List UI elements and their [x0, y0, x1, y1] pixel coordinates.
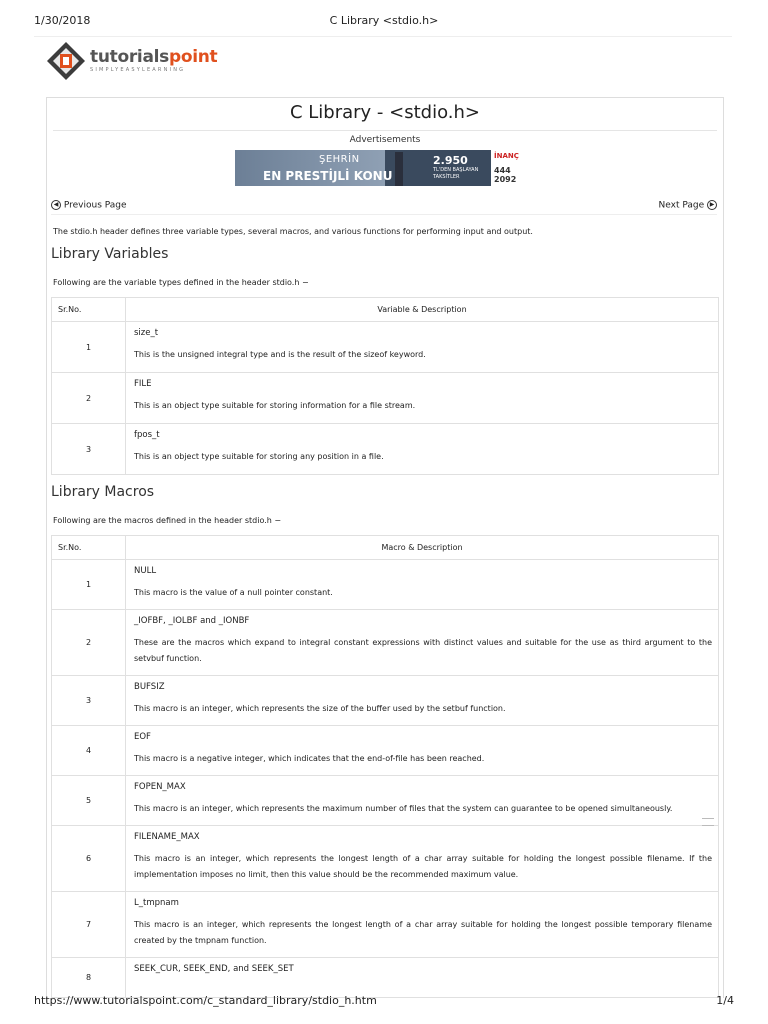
item-name: size_t [134, 328, 159, 338]
item-name: NULL [134, 566, 157, 576]
col-sr: Sr.No. [52, 536, 126, 560]
row-content [126, 322, 719, 373]
macros-table [51, 535, 719, 998]
table-row [52, 560, 719, 610]
next-page-link[interactable] [659, 200, 718, 211]
ad-line1: ŞEHRİN [319, 154, 360, 165]
ads-label: Advertisements [349, 135, 421, 145]
row-number: 2 [52, 610, 126, 676]
print-url: https://www.tutorialspoint.com/c_standard_library/stdio_h.htm [34, 994, 377, 1007]
variables-body [52, 322, 719, 475]
row-number: 5 [52, 776, 126, 826]
ad-brand: İNANÇ [494, 152, 519, 160]
table-row [52, 826, 719, 892]
item-name: SEEK_CUR, SEEK_END, and SEEK_SET [134, 964, 294, 974]
table-row [52, 373, 719, 424]
table-row [52, 892, 719, 958]
col-desc: Variable & Description [126, 298, 719, 322]
ad-brand-block [491, 150, 537, 186]
print-date: 1/30/2018 [34, 14, 91, 27]
table-row [52, 322, 719, 373]
item-name: _IOFBF, _IOLBF and _IONBF [134, 616, 250, 626]
row-number: 3 [52, 676, 126, 726]
next-page-label: Next Page [658, 200, 705, 211]
row-content [126, 610, 719, 676]
row-content [126, 892, 719, 958]
variables-table [51, 297, 719, 475]
item-description: This macro is an integer, which represents the maximum number of files that the system can guarantee to be opened simultaneously. [134, 804, 673, 813]
table-row [52, 610, 719, 676]
col-desc: Macro & Description [126, 536, 719, 560]
row-content [126, 676, 719, 726]
row-content [126, 958, 719, 998]
item-name: L_tmpnam [134, 898, 179, 908]
logo-icon [46, 41, 86, 81]
table-header-row [52, 536, 719, 560]
item-description: These are the macros which expand to integral constant expressions with distinct values and suitable for the use as third argument to the setvbuf function. [134, 638, 712, 663]
arrow-right-icon: ▶ [707, 200, 717, 210]
ad-price: 2.950 [433, 154, 468, 167]
logo-text: tutorialspoint [90, 47, 218, 67]
row-number: 2 [52, 373, 126, 424]
table-row [52, 726, 719, 776]
row-number: 3 [52, 424, 126, 475]
print-footer [0, 994, 768, 1008]
row-content [126, 776, 719, 826]
row-content [126, 826, 719, 892]
row-number: 1 [52, 322, 126, 373]
item-name: EOF [134, 732, 151, 742]
print-page-number: 1/4 [716, 994, 734, 1007]
item-description: This is an object type suitable for storing information for a file stream. [134, 401, 416, 410]
row-content [126, 726, 719, 776]
row-number: 4 [52, 726, 126, 776]
row-content [126, 424, 719, 475]
ad-line2: EN PRESTİJLİ KONU [263, 169, 393, 183]
ad-banner[interactable] [235, 150, 537, 186]
item-description: This is the unsigned integral type and is the result of the sizeof keyword. [134, 350, 426, 359]
intro-text: The stdio.h header defines three variable types, several macros, and various functions for performing input and output. [53, 227, 533, 236]
logo-bar [34, 36, 732, 87]
table-row [52, 776, 719, 826]
table-row [52, 676, 719, 726]
print-title: C Library <stdio.h> [329, 14, 439, 27]
previous-page-label: Previous Page [63, 200, 127, 211]
item-name: FILE [134, 379, 152, 389]
macros-body [52, 560, 719, 998]
previous-page-link[interactable] [51, 200, 127, 211]
table-row [52, 424, 719, 475]
item-description: This macro is an integer, which represents the longest length of a char array suitable for holding the longest possible temporary filename created by the tmpnam function. [134, 920, 712, 945]
row-content [126, 373, 719, 424]
item-name: FOPEN_MAX [134, 782, 186, 792]
item-description: This macro is the value of a null pointer constant. [134, 588, 333, 597]
scroll-handle-icon[interactable] [702, 818, 714, 826]
content-panel [46, 97, 724, 998]
table-header-row [52, 298, 719, 322]
item-description: This macro is an integer, which represents the longest length of a char array suitable for holding the longest possible filename. If the implementation imposes no limit, then this value should be the recommended maximum value. [134, 854, 712, 879]
arrow-left-icon: ◀ [51, 200, 61, 210]
site-logo[interactable] [46, 39, 218, 85]
row-number: 7 [52, 892, 126, 958]
row-content [126, 560, 719, 610]
macros-heading: Library Macros [51, 484, 155, 500]
ad-price-sub: TL'DEN BAŞLAYAN TAKSİTLER [433, 167, 479, 180]
table-row [52, 958, 719, 998]
item-description: This macro is a negative integer, which indicates that the end-of-file has been reached. [134, 754, 485, 763]
item-name: fpos_t [134, 430, 160, 440]
item-name: FILENAME_MAX [134, 832, 200, 842]
row-number: 6 [52, 826, 126, 892]
ad-tower-graphic [395, 152, 403, 186]
pager [51, 200, 717, 215]
ad-phone: 444 2092 [494, 166, 517, 184]
col-sr: Sr.No. [52, 298, 126, 322]
macros-intro: Following are the macros defined in the header stdio.h − [53, 516, 282, 525]
variables-intro: Following are the variable types defined in the header stdio.h − [53, 278, 309, 287]
variables-heading: Library Variables [51, 246, 169, 262]
row-number: 1 [52, 560, 126, 610]
row-number: 8 [52, 958, 126, 998]
item-description: This is an object type suitable for storing any position in a file. [134, 452, 384, 461]
page-title: C Library - <stdio.h> [53, 98, 717, 131]
print-header [0, 14, 768, 28]
logo-tagline: SIMPLYEASYLEARNING [90, 67, 186, 73]
item-name: BUFSIZ [134, 682, 165, 692]
item-description: This macro is an integer, which represents the size of the buffer used by the setbuf function. [134, 704, 506, 713]
